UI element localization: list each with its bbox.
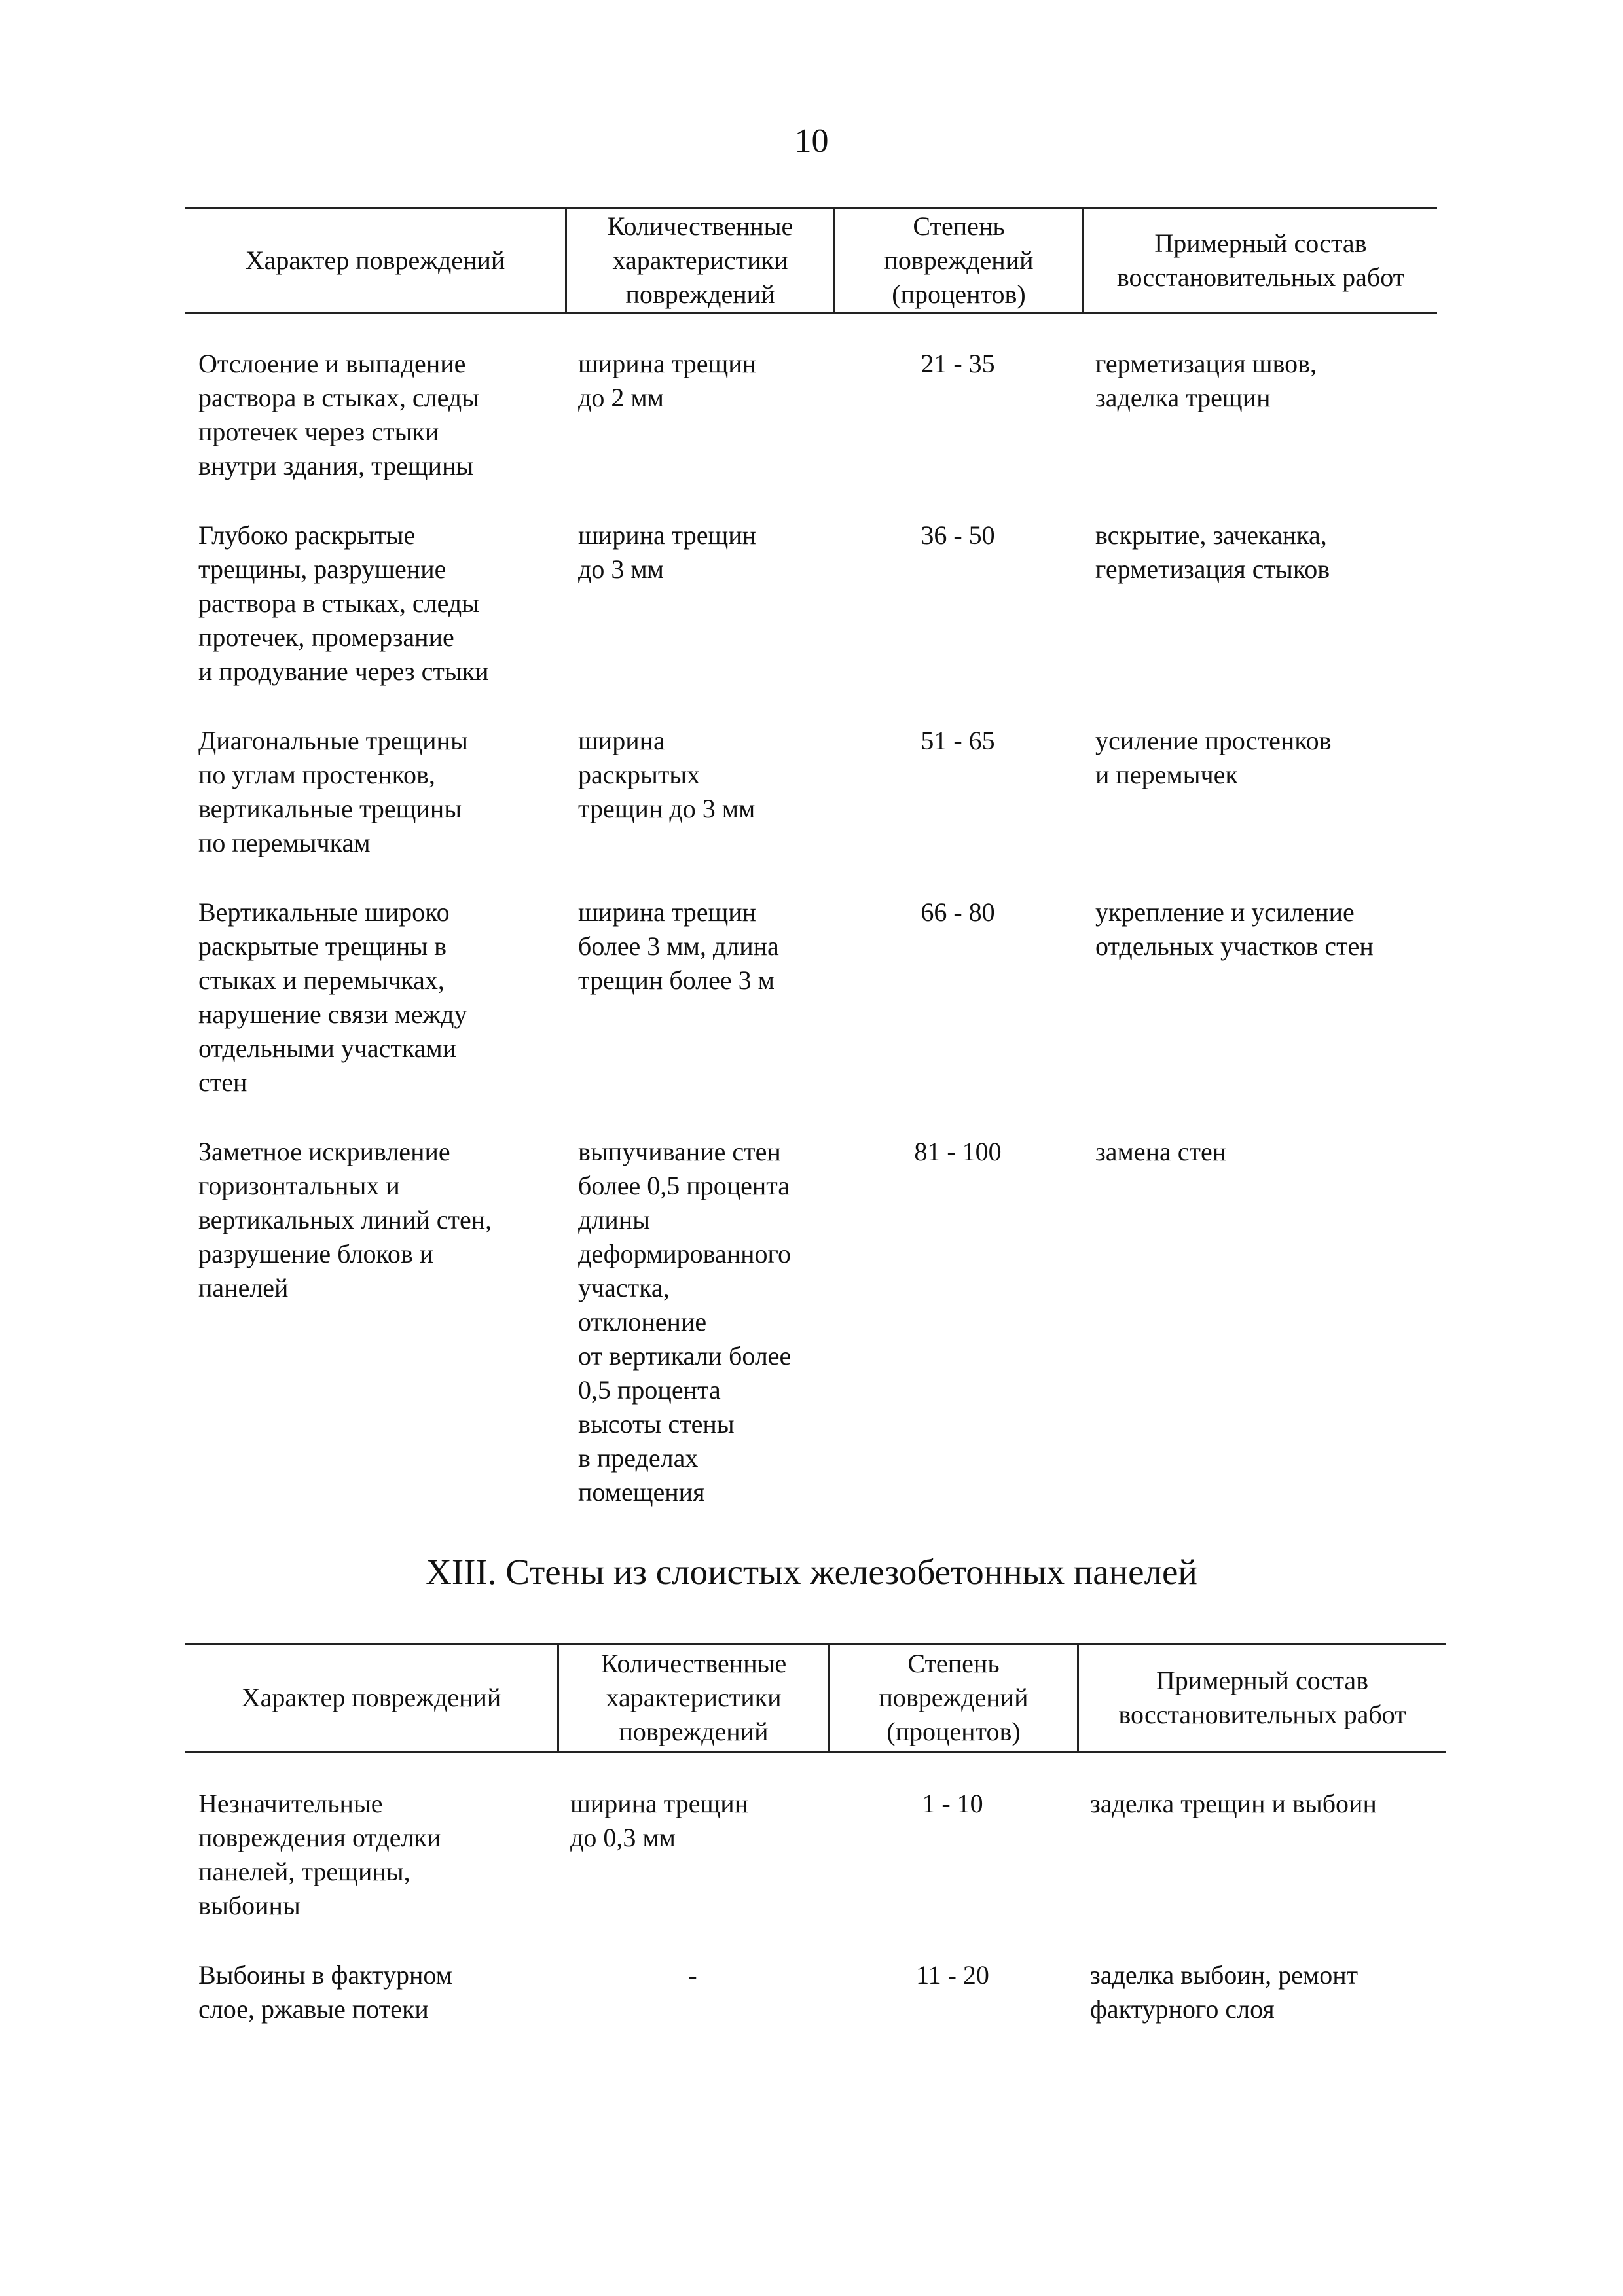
- cell-works: герметизация швов, заделка трещин: [1095, 349, 1317, 412]
- cell-degree: 81 - 100: [914, 1137, 1002, 1166]
- cell-degree: 36 - 50: [921, 520, 995, 550]
- damage-table-layered-panels: [185, 1643, 1446, 2026]
- cell-degree: 21 - 35: [921, 349, 995, 378]
- cell-damage: Выбоины в фактурном слое, ржавые потеки: [198, 1960, 452, 2024]
- cell-quantity: ширина раскрытых трещин до 3 мм: [578, 726, 756, 823]
- table-row: [185, 1135, 1437, 1509]
- cell-damage: Глубоко раскрытые трещины, разрушение раствора в стыках, следы протечек, промерзание и продувание через стыки: [198, 520, 489, 686]
- header-restoration-works: Примерный состав восстановительных работ: [1077, 1645, 1446, 1751]
- cell-damage: Диагональные трещины по углам простенков, вертикальные трещины по перемычкам: [198, 726, 468, 857]
- cell-degree: 1 - 10: [922, 1789, 983, 1818]
- cell-damage: Заметное искривление горизонтальных и вертикальных линий стен, разрушение блоков и панелей: [198, 1137, 492, 1302]
- table-body: [185, 347, 1437, 1509]
- cell-quantity: ширина трещин до 2 мм: [578, 349, 757, 412]
- table-row: [185, 724, 1437, 860]
- cell-works: заделка выбоин, ремонт фактурного слоя: [1090, 1960, 1359, 2024]
- cell-quantity: ширина трещин более 3 мм, длина трещин более 3 м: [578, 897, 779, 995]
- table-body: [185, 1787, 1446, 2026]
- cell-damage: Отслоение и выпадение раствора в стыках, следы протечек через стыки внутри здания, трещины: [198, 349, 480, 480]
- table-header: [185, 1643, 1446, 1753]
- header-restoration-works: Примерный состав восстановительных работ: [1082, 209, 1437, 312]
- cell-works: укрепление и усиление отдельных участков стен: [1095, 897, 1374, 961]
- cell-quantity: -: [688, 1960, 697, 1990]
- cell-quantity: выпучивание стен более 0,5 процента длины деформированного участка, отклонение от вертикали более 0,5 процента высоты стены в пределах помещения: [578, 1137, 792, 1507]
- header-damage-degree: Степень повреждений (процентов): [833, 209, 1082, 312]
- cell-works: замена стен: [1095, 1137, 1227, 1166]
- table-row: [185, 895, 1437, 1100]
- table-row: [185, 1958, 1446, 2026]
- header-quantitative-characteristics: Количественные характеристики повреждений: [557, 1645, 828, 1751]
- cell-degree: 11 - 20: [916, 1960, 989, 1990]
- table-row: [185, 347, 1437, 483]
- page-number: 10: [794, 122, 829, 160]
- cell-works: усиление простенков и перемычек: [1095, 726, 1332, 789]
- cell-damage: Незначительные повреждения отделки панелей, трещины, выбоины: [198, 1789, 441, 1920]
- cell-degree: 51 - 65: [921, 726, 995, 755]
- cell-works: заделка трещин и выбоин: [1090, 1789, 1377, 1818]
- header-damage-character: Характер повреждений: [241, 1683, 501, 1712]
- header-damage-degree: Степень повреждений (процентов): [828, 1645, 1077, 1751]
- cell-degree: 66 - 80: [921, 897, 995, 927]
- cell-works: вскрытие, зачеканка, герметизация стыков: [1095, 520, 1330, 584]
- cell-quantity: ширина трещин до 3 мм: [578, 520, 757, 584]
- table-header: [185, 207, 1437, 314]
- header-damage-character: Характер повреждений: [245, 245, 505, 275]
- cell-damage: Вертикальные широко раскрытые трещины в стыках и перемычках, нарушение связи между отдельными участками стен: [198, 897, 467, 1097]
- section-title: XIII. Стены из слоистых железобетонных панелей: [426, 1552, 1197, 1592]
- table-row: [185, 1787, 1446, 1923]
- cell-quantity: ширина трещин до 0,3 мм: [570, 1789, 749, 1852]
- header-quantitative-characteristics: Количественные характеристики повреждений: [565, 209, 833, 312]
- table-row: [185, 518, 1437, 689]
- damage-table-walls: [185, 207, 1437, 1509]
